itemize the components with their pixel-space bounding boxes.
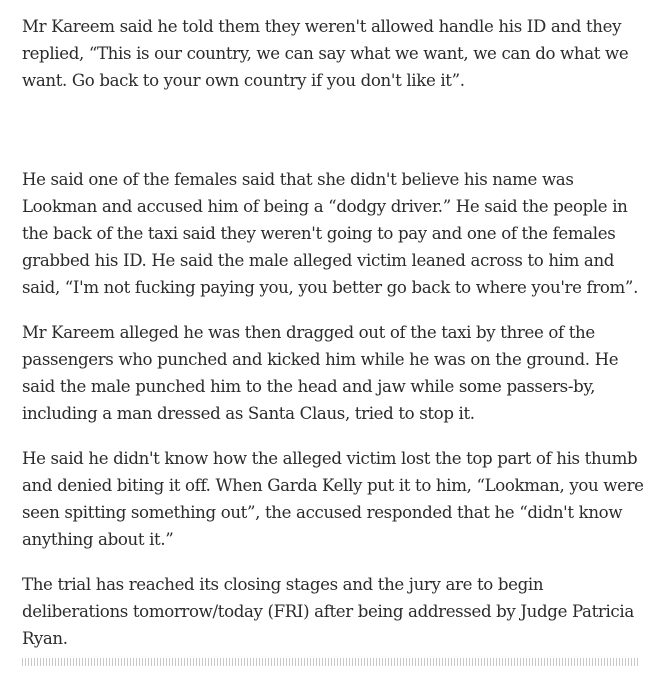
dotted-divider (22, 658, 640, 666)
article-body (22, 13, 650, 670)
article-paragraph-4: He said he didn't know how the alleged victim lost the top part of his thumb and denied biting it off. When Garda Kelly put it to him, “Lookman, you were seen spitting something out”, the accused responded that he “didn't know anything about it.” (22, 449, 644, 549)
article-paragraph-5: The trial has reached its closing stages and the jury are to begin deliberations tomorrow/today (FRI) after being addressed by Judge Patricia Ryan. (22, 575, 634, 648)
article-paragraph-1: Mr Kareem said he told them they weren't allowed handle his ID and they replied, “This is our country, we can say what we want, we can do what we want. Go back to your own country if you don't like it”. (22, 17, 629, 90)
article-paragraph-3: Mr Kareem alleged he was then dragged out of the taxi by three of the passengers who punched and kicked him while he was on the ground. He said the male punched him to the head and jaw while some passers-by, including a man dressed as Santa Claus, tried to stop it. (22, 323, 619, 423)
article-paragraph-2: He said one of the females said that she didn't believe his name was Lookman and accused him of being a “dodgy driver.” He said the people in the back of the taxi said they weren't going to pay and one of the females grabbed his ID. He said the male alleged victim leaned across to him and said, “I'm not fucking paying you, you better go back to where you're from”. (22, 170, 638, 297)
